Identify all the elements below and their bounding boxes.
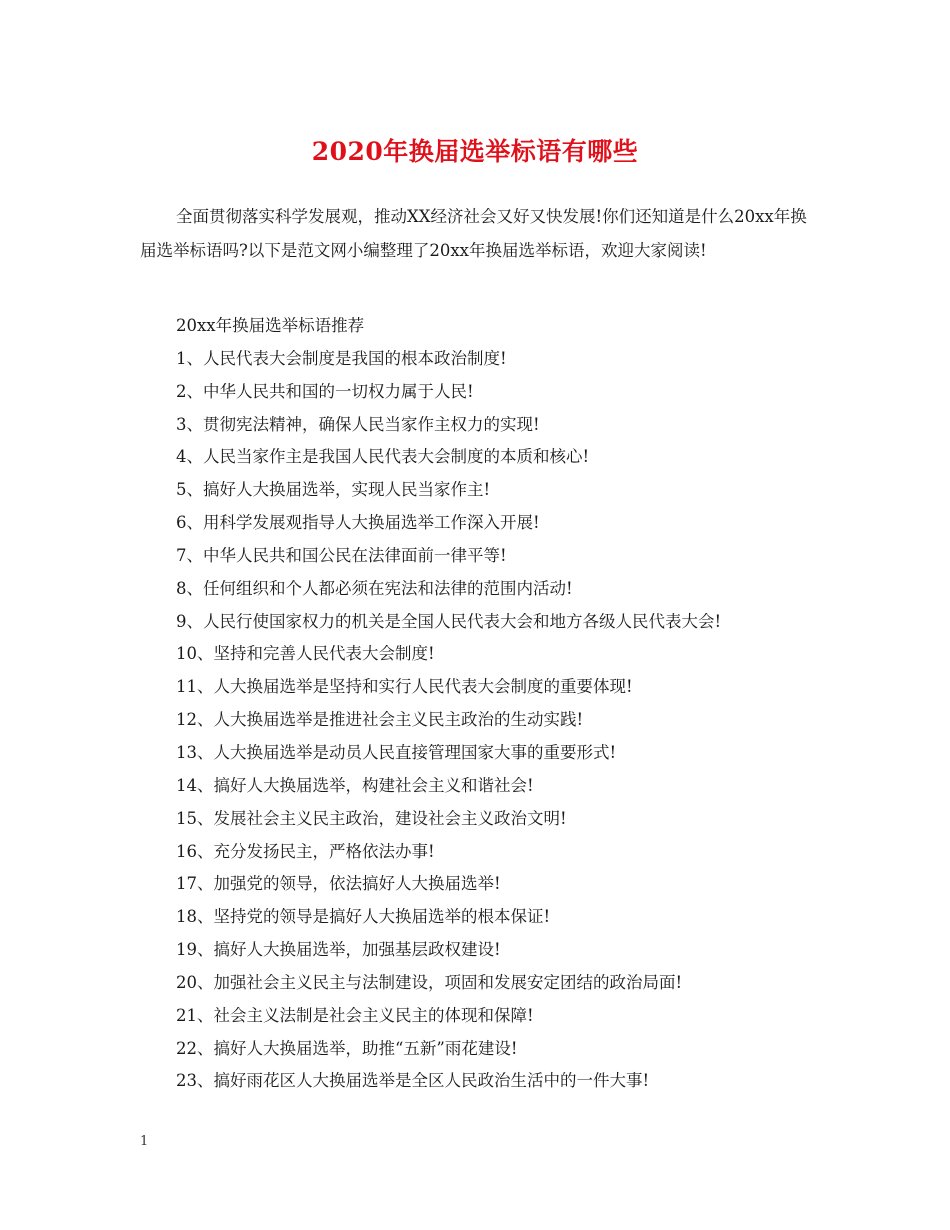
list-item: 9、人民行使国家权力的机关是全国人民代表大会和地方各级人民代表大会! xyxy=(176,611,722,631)
list-item: 14、搞好人大换届选举，构建社会主义和谐社会! xyxy=(176,775,534,795)
page-number: 1 xyxy=(140,1134,149,1149)
list-item: 11、人大换届选举是坚持和实行人民代表大会制度的重要体现! xyxy=(176,677,633,697)
list-item: 5、搞好人大换届选举，实现人民当家作主! xyxy=(176,480,491,500)
list-item: 18、坚持党的领导是搞好人大换届选举的根本保证! xyxy=(176,907,551,927)
list-item: 12、人大换届选举是推进社会主义民主政治的生动实践! xyxy=(176,710,584,730)
list-item: 23、搞好雨花区人大换届选举是全区人民政治生活中的一件大事! xyxy=(176,1071,650,1091)
list-item: 2、中华人民共和国的一切权力属于人民! xyxy=(176,381,474,401)
list-item: 17、加强党的领导，依法搞好人大换届选举! xyxy=(176,874,501,894)
list-item: 4、人民当家作主是我国人民代表大会制度的本质和核心! xyxy=(176,447,590,467)
list-item: 16、充分发扬民主，严格依法办事! xyxy=(176,841,435,861)
document-title: 2020年换届选举标语有哪些 xyxy=(311,137,639,166)
list-item: 10、坚持和完善人民代表大会制度! xyxy=(176,644,435,664)
list-item: 8、任何组织和个人都必须在宪法和法律的范围内活动! xyxy=(176,578,573,598)
list-item: 22、搞好人大换届选举，助推“五新”雨花建设! xyxy=(176,1038,518,1058)
list-item: 7、中华人民共和国公民在法律面前一律平等! xyxy=(176,545,507,565)
list-item: 1、人民代表大会制度是我国的根本政治制度! xyxy=(176,348,507,368)
slogan-list xyxy=(140,310,812,1098)
list-item: 19、搞好人大换届选举，加强基层政权建设! xyxy=(176,940,501,960)
list-item: 3、贯彻宪法精神，确保人民当家作主权力的实现! xyxy=(176,414,540,434)
list-item: 6、用科学发展观指导人大换届选举工作深入开展! xyxy=(176,513,540,533)
list-item: 21、社会主义法制是社会主义民主的体现和保障! xyxy=(176,1005,534,1025)
intro-paragraph: 全面贯彻落实科学发展观，推动XX经济社会又好又快发展!你们还知道是什么20xx年换届选举标语吗?以下是范文网小编整理了20xx年换届选举标语，欢迎大家阅读! xyxy=(140,207,807,260)
list-item: 15、发展社会主义民主政治，建设社会主义政治文明! xyxy=(176,808,567,828)
list-item: 13、人大换届选举是动员人民直接管理国家大事的重要形式! xyxy=(176,742,617,762)
list-item: 20、加强社会主义民主与法制建设，项固和发展安定团结的政治局面! xyxy=(176,972,683,992)
section-heading: 20xx年换届选举标语推荐 xyxy=(176,316,365,335)
